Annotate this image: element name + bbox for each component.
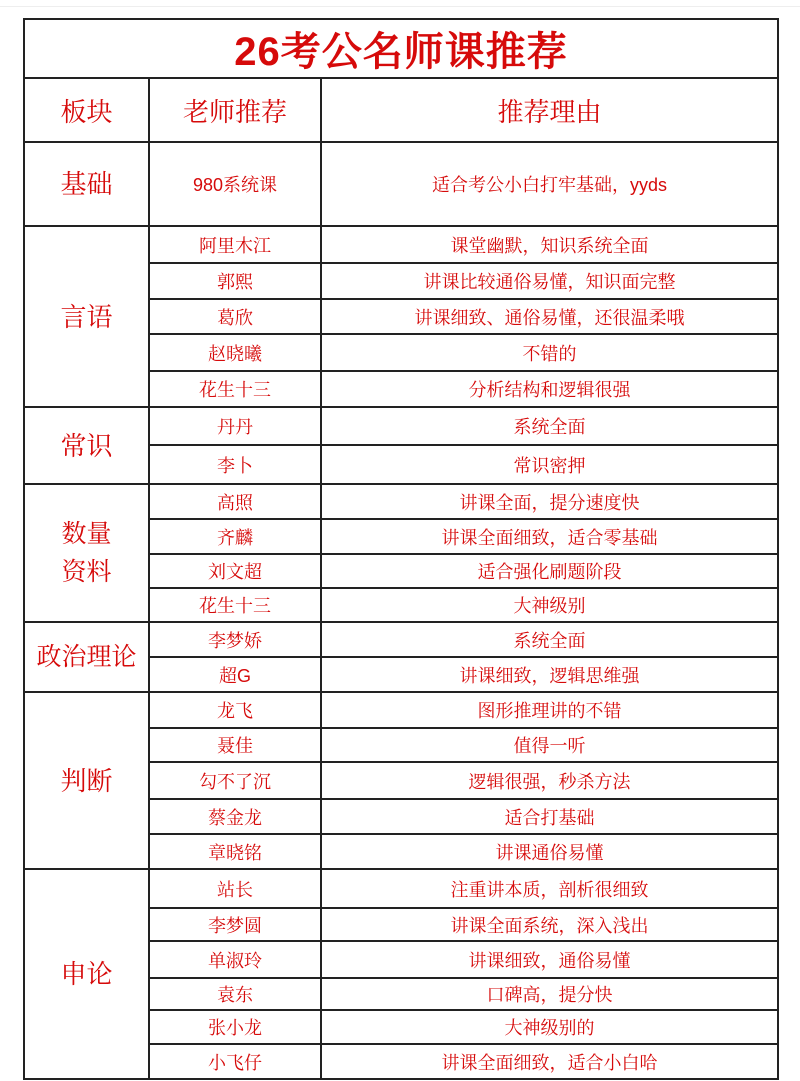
recommendation-reason: 分析结构和逻辑很强 (321, 371, 778, 407)
recommendation-reason: 讲课全面，提分速度快 (321, 484, 778, 519)
teacher-name: 齐麟 (149, 519, 321, 554)
header-reason: 推荐理由 (321, 78, 778, 142)
teacher-name: 980系统课 (149, 142, 321, 226)
teacher-name: 小飞仔 (149, 1044, 321, 1079)
recommendation-reason: 适合强化刷题阶段 (321, 554, 778, 588)
section-name: 政治理论 (24, 622, 149, 692)
recommendation-reason: 系统全面 (321, 622, 778, 657)
recommendation-reason: 常识密押 (321, 445, 778, 484)
teacher-name: 勾不了沉 (149, 762, 321, 799)
recommendation-reason: 适合考公小白打牢基础，yyds (321, 142, 778, 226)
recommendation-reason: 系统全面 (321, 407, 778, 445)
table-row (24, 622, 778, 657)
teacher-name: 龙飞 (149, 692, 321, 728)
teacher-recommendation-table (23, 18, 779, 1080)
teacher-name: 郭熙 (149, 263, 321, 299)
recommendation-reason: 课堂幽默，知识系统全面 (321, 226, 778, 263)
table-row (24, 692, 778, 728)
recommendation-reason: 讲课全面细致，适合小白哈 (321, 1044, 778, 1079)
teacher-name: 单淑玲 (149, 941, 321, 978)
teacher-name: 葛欣 (149, 299, 321, 334)
recommendation-reason: 注重讲本质，剖析很细致 (321, 869, 778, 908)
section-name: 申论 (24, 869, 149, 1079)
recommendation-reason: 讲课细致，逻辑思维强 (321, 657, 778, 692)
teacher-name: 花生十三 (149, 588, 321, 622)
teacher-name: 赵晓曦 (149, 334, 321, 371)
teacher-name: 站长 (149, 869, 321, 908)
section-name: 基础 (24, 142, 149, 226)
teacher-name: 超G (149, 657, 321, 692)
recommendation-reason: 讲课细致，通俗易懂 (321, 941, 778, 978)
table-row (24, 142, 778, 226)
section-name: 言语 (24, 226, 149, 407)
teacher-name: 聂佳 (149, 728, 321, 762)
table-row (24, 484, 778, 519)
recommendation-reason: 讲课全面细致，适合零基础 (321, 519, 778, 554)
teacher-name: 李梦娇 (149, 622, 321, 657)
teacher-name: 袁东 (149, 978, 321, 1010)
section-name: 常识 (24, 407, 149, 484)
teacher-name: 花生十三 (149, 371, 321, 407)
page-title: 26考公名师课推荐 (24, 19, 778, 78)
top-divider (0, 6, 800, 7)
teacher-name: 刘文超 (149, 554, 321, 588)
recommendation-reason: 值得一听 (321, 728, 778, 762)
recommendation-reason: 大神级别 (321, 588, 778, 622)
section-name: 数量 资料 (24, 484, 149, 622)
recommendation-reason: 逻辑很强，秒杀方法 (321, 762, 778, 799)
teacher-name: 高照 (149, 484, 321, 519)
teacher-name: 章晓铭 (149, 834, 321, 869)
teacher-name: 张小龙 (149, 1010, 321, 1044)
header-section: 板块 (24, 78, 149, 142)
header-teacher: 老师推荐 (149, 78, 321, 142)
recommendation-reason: 适合打基础 (321, 799, 778, 834)
recommendation-reason: 大神级别的 (321, 1010, 778, 1044)
table-row (24, 407, 778, 445)
recommendation-reason: 口碑高，提分快 (321, 978, 778, 1010)
table-row (24, 869, 778, 908)
recommendation-reason: 不错的 (321, 334, 778, 371)
teacher-name: 阿里木江 (149, 226, 321, 263)
teacher-name: 蔡金龙 (149, 799, 321, 834)
teacher-name: 李梦圆 (149, 908, 321, 941)
title-row (24, 19, 778, 78)
teacher-name: 李卜 (149, 445, 321, 484)
recommendation-reason: 讲课比较通俗易懂，知识面完整 (321, 263, 778, 299)
table-row (24, 226, 778, 263)
recommendation-reason: 讲课细致、通俗易懂，还很温柔哦 (321, 299, 778, 334)
recommendation-reason: 讲课全面系统，深入浅出 (321, 908, 778, 941)
teacher-name: 丹丹 (149, 407, 321, 445)
section-name: 判断 (24, 692, 149, 869)
recommendation-reason: 图形推理讲的不错 (321, 692, 778, 728)
header-row (24, 78, 778, 142)
recommendation-reason: 讲课通俗易懂 (321, 834, 778, 869)
